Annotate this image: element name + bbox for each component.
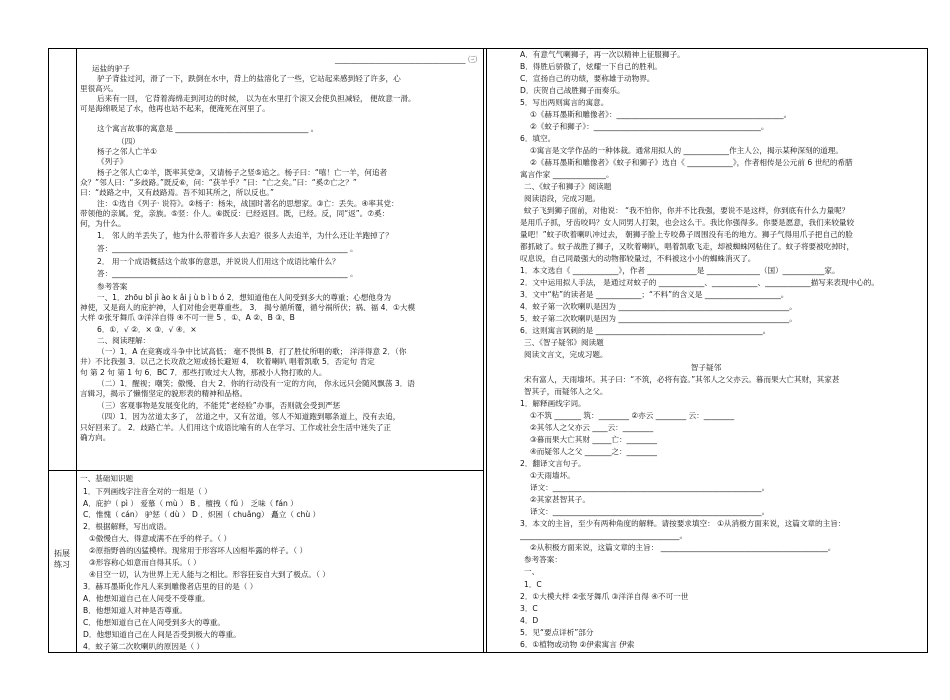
right-text-line: 都抓破了。蚊子战胜了狮子，又吹着喇叭，唱着凯歌飞走，却被蜘蛛网粘住了。蚊子将要被吃掉时， [520, 242, 855, 251]
left-text-line: 杨子之邻人亡羊① [97, 147, 157, 156]
left-text-line: 答：______________________________________________________________ 。 [97, 244, 358, 253]
right-text-line: 4．蚊子第一次吹喇叭是因为 _____________________________________________。 [520, 302, 797, 311]
left-text-line: 何，为什么。 [80, 219, 126, 228]
left-text-line: （二）1．醒视；嘲笑；傲慢、自大 2．你的行动没有一定的方向， 你永远只会随风飘荡 3．语 [97, 379, 415, 388]
left-text-line: 带领他的亲属。党，亲族。⑤竖：仆人。⑥既反：已经返回。既，已经。反，同“返”。⑦奚： [80, 209, 390, 218]
right-text-line: ①不筑 _______ 筑：________ ②亦云 ________ 云：________ [530, 411, 735, 420]
left-text-line: 4．蚊子第二次吹喇叭的原因是（ ） [83, 642, 205, 651]
left-text-line: 曰：“歧路之中，又有歧路焉。吾不知其所之，所以反也。” [80, 188, 274, 197]
right-text-line: 是用爪子抓，牙齿咬吗？女人同男人打架，也会这么干。我比你强得多。你要是愿意，我们来较量较 [520, 218, 855, 227]
left-text-line: 答：______________________________________________________________ 。 [97, 269, 358, 278]
left-text-line: （四） [117, 137, 140, 146]
right-text-line: 2．文中运用拟人手法， 是通过对蚊子的 ____________、____________、____________描写来表现中心的。 [520, 278, 879, 287]
left-text-line: 句 第 2 句 第 1 句 6．BC 7．那些打败过大人物，那被小人物打败的人。 [80, 368, 327, 377]
left-text-line: 2．根据解释，写出成语。 [83, 522, 172, 531]
left-text-line: 这个寓言故事的寓意是 ___________________________________ 。 [97, 124, 319, 133]
left-text-line: ①傲慢自大、得意或满不在乎的样子。（ ） [89, 534, 232, 543]
right-text-line: ①天雨墙坏。 [530, 471, 575, 480]
right-text-line: 蚊子飞到狮子面前，对他说： “我不怕你，你并不比我强，要说不是这样，你到底有什么力量呢？ [524, 206, 850, 215]
right-text-line: 寓言作家 ______________。 [520, 170, 614, 179]
right-text-line: ②《赫耳墨斯和雕像者》《蚊子和狮子》选自《 ____________》，作者相传是公元前 6 世纪的希腊 [530, 158, 853, 167]
left-text-line: （一）1．A 在竞赛或斗争中比试高低； 毫不畏惧 B．打了胜仗所唱的歌； 洋洋得意 2．（你 [97, 347, 407, 356]
right-text-line: 2．翻译文言句子。 [520, 459, 586, 468]
right-text-line: 5．写出两则寓言的寓意。 [520, 98, 609, 107]
left-text-line: 注：①选自《列子· 说符》。②杨子：杨朱，战国时著名的思想家。③亡：丢失。④率其党： [97, 199, 399, 208]
left-text-line: _______________________________________________________（三） [335, 55, 480, 64]
left-text-line: （四）1．因为岔道太多了， 岔道之中，又有岔道，邻人不知道跑到哪条道上，没有去追， [97, 412, 401, 421]
right-text-line: 一、 [524, 567, 540, 576]
right-text-line: 3．文中“粘”的读者是 ____________；“不料”的含义是 ____________________。 [520, 290, 789, 299]
right-text-line: 5．蚊子第二次吹喇叭是因为 _____________________________________________。 [520, 314, 797, 323]
left-text-line: 一、1．zhōu bǐ jì ào k ǎi j ù b ì b ó 2．想知道他在人间受到多大的尊重；心想他身为 [97, 293, 392, 302]
left-text-line: 1．下列画线字注音全对的一组是（ ） [83, 487, 212, 496]
right-text-line: B．得胜后骄傲了，炫耀一下自己的胜利。 [520, 62, 662, 71]
left-text-line: ③形容称心如意而自得其乐。（ ） [89, 558, 201, 567]
side-column-divider [76, 48, 77, 652]
left-text-line: 驴子背盐过河，滑了一下，跌倒在水中，背上的盐溶化了一些，它站起来感到轻了许多，心 [97, 74, 401, 83]
right-text-line: 阅读语段，完成习题。 [524, 194, 600, 203]
right-text-line: C．宣扬自己的功绩，要称雄于动物界。 [520, 74, 655, 83]
right-text-line: 6．填空。 [520, 134, 556, 143]
left-text-line: 言辑习，揭示了懒惰坚定的貌形表的精神和品格。 [80, 389, 248, 398]
right-text-line: 量吧！”蚊子吹着喇叭冲过去， 朝狮子脸上专咬鼻子周围没有毛的地方。狮子气得用爪子把自己的脸 [520, 230, 853, 239]
column-divider-right [486, 48, 487, 652]
right-text-line: 宋有富人，天雨墙坏。其子曰：“不筑，必将有盗。”其邻人之父亦云。暮而果大亡其财，其家甚 [524, 375, 840, 384]
left-text-line: 只好回来了。 2．歧路亡羊。人们用这个成语比喻有的人在学习、工作或社会生活中迷失了正 [80, 423, 391, 432]
right-text-line: 6．①植物或动物 ②伊索寓言 伊索 [520, 640, 635, 649]
left-text-line: 大样 ②张牙舞爪 ③洋洋自得 ④不可一世 5 ．①、A ②、B ③、B [80, 313, 295, 322]
right-text-line: ②从积极方面来说，这篇文章的主旨： ____________________________________________。 [530, 543, 836, 552]
left-text-line: ②原指野兽的凶猛模样。现常用于形容坏人凶相毕露的样子。（ ） [89, 546, 308, 555]
right-text-line: ④而疑邻人之父 _______之：________ [530, 447, 657, 456]
left-text-line: 《列子》 [97, 157, 128, 166]
left-text-line: A．庇护（ pì ） 爱慕（ mù ） B ．檀拽（ fǔ ） 乏味（ fán ） [83, 499, 298, 508]
right-text-line: ③暮而果大亡其财 _____亡：________ [530, 435, 657, 444]
left-text-line: 确方向。 [80, 433, 111, 442]
left-text-line: （三）客观事物是发展变化的，不能凭“老经验”办事，否则就会受到严惩 [97, 401, 341, 410]
right-text-line: A．有意气气喇狮子，再一次以精神上征服狮子。 [520, 50, 685, 59]
right-text-line: 参考答案： [524, 555, 562, 564]
section-divider [48, 470, 484, 471]
right-text-line: 阅读文言文，完成习题。 [524, 350, 608, 359]
right-text-line: 译文：_______________________________________________________。 [530, 507, 770, 516]
left-text-line: B．他想知道人对神是否尊重。 [83, 606, 187, 615]
right-text-line: 1．C [524, 580, 542, 589]
column-divider-left [483, 48, 484, 652]
left-text-line: 众？”邻人曰：“多歧路。”既反⑥，问：“获羊乎？”曰：“亡之矣。”曰：“奚⑦亡之？” [80, 178, 357, 187]
right-text-line: 5．见“要点详析”部分 [520, 628, 594, 637]
left-text-line: D．他想知道自己在人间是否受到极大的尊重。 [83, 630, 241, 639]
left-text-line: 2． 用一个成语概括这个故事的意思，并说说人们用这个成语比喻什么？ [97, 257, 340, 266]
left-text-line: 一、基础知识题 [80, 474, 134, 483]
left-text-line: 神使，又是商人的庇护神，人们对他会更尊重些。 3． 揭兮循所覆，循兮祸所伏；祸、福 4．①大模 [80, 303, 416, 312]
right-text-line: D．庆贺自己战胜狮子而奏乐。 [520, 86, 625, 95]
right-text-line: ①《赫耳墨斯和雕像者》：____________________________________________。 [530, 110, 792, 119]
left-text-line: 1． 邻人的羊丢失了，他为什么带着许多人去追？很多人去追羊，为什么还让羊跑掉了？ [97, 231, 393, 240]
left-text-line: C．他想知道自己在人间受到多大的尊重。 [83, 618, 225, 627]
left-text-line: 里很高兴。 [80, 84, 118, 93]
right-text-line: ①寓言是文学作品的一种体裁。通常用拟人的 ____________作主人公，揭示某种深刻的道理。 [530, 146, 843, 155]
right-text-line: 3．本文的主旨，至少有两种角度的解释。请按要求填空： ①从消极方面来说，这篇文章的主旨： [520, 519, 846, 528]
left-text-line: 运盐的驴子 [92, 64, 130, 73]
right-text-line: 智子疑邻 [690, 363, 722, 372]
right-text-line: 三、《智子疑邻》阅读题 [524, 338, 604, 347]
left-text-line: 杨子之邻人亡②羊，既率其党③，又请杨子之竖⑤追之。杨子曰：“嘻！亡一羊，何追者 [97, 168, 388, 177]
right-text-line: ②《蚊子和狮子》：____________________________________________。 [530, 122, 769, 131]
left-text-line: 参考答案 [97, 282, 128, 291]
right-text-line: 1．本文选自《 ____________》，作者 _____________是 ______________（国）___________家。 [520, 266, 840, 275]
right-text-line: 1．解释画线字词。 [520, 399, 586, 408]
right-text-line: ②其邻人之父亦云 ____云：________ [530, 423, 654, 432]
left-text-line: 3．赫耳墨斯化作凡人来到雕像者店里的目的是（ ） [83, 582, 258, 591]
left-text-line: ④目空一切，认为世界上无人能与之相比。形容狂妄自大到了极点。（ ） [89, 570, 330, 579]
left-text-line: 二、阅读理解： [97, 336, 151, 345]
right-text-line: ②其家甚智其子。 [530, 495, 590, 504]
left-text-line: A．他想知道自己在人间受不受尊重。 [83, 594, 210, 603]
right-text-line: 二、《蚊子和狮子》阅读题 [524, 182, 612, 191]
right-text-line: 4．D [520, 616, 539, 625]
right-text-line: 叹息说，自己同最强大的动物都较量过，不料被这小小的蜘蛛消灭了。 [520, 254, 756, 263]
left-text-line: 井）不比我强 3．以己之长攻敌之短或扬长避短 4． 吹着喇叭 唱着凯歌 5．否定句 肯定 [80, 357, 375, 366]
side-label: 拓展 练习 [54, 549, 70, 569]
right-text-line: 译文：_______________________________________________________。 [530, 483, 770, 492]
left-text-line: 可是海绵吸足了水，他再也站不起来，便淹死在河里了。 [80, 104, 270, 113]
left-text-line: 6．①．√ ②．× ③．√ ④．× [97, 325, 197, 334]
right-text-line: __________________________________________。 [520, 531, 688, 540]
left-text-line: 后来有一回， 它背着海绵走到河边的时候， 以为在水里打个滚又会使负担减轻， 便故意一滑。 [97, 94, 416, 103]
right-text-line: 3．C [520, 604, 538, 613]
right-text-line: 智其子，而疑邻人之父。 [524, 387, 608, 396]
right-text-line: 6．这则寓言讽刺的是 ____________________________________________。 [520, 326, 771, 335]
right-text-line: 2．①大模大样 ②张牙舞爪 ③洋洋自得 ④不可一世 [520, 592, 689, 601]
left-text-line: C．惟愧（ cán） 驴惩（ dù ） D ．炽困（ chuǎng） 矗立（ chù ） [83, 510, 321, 519]
